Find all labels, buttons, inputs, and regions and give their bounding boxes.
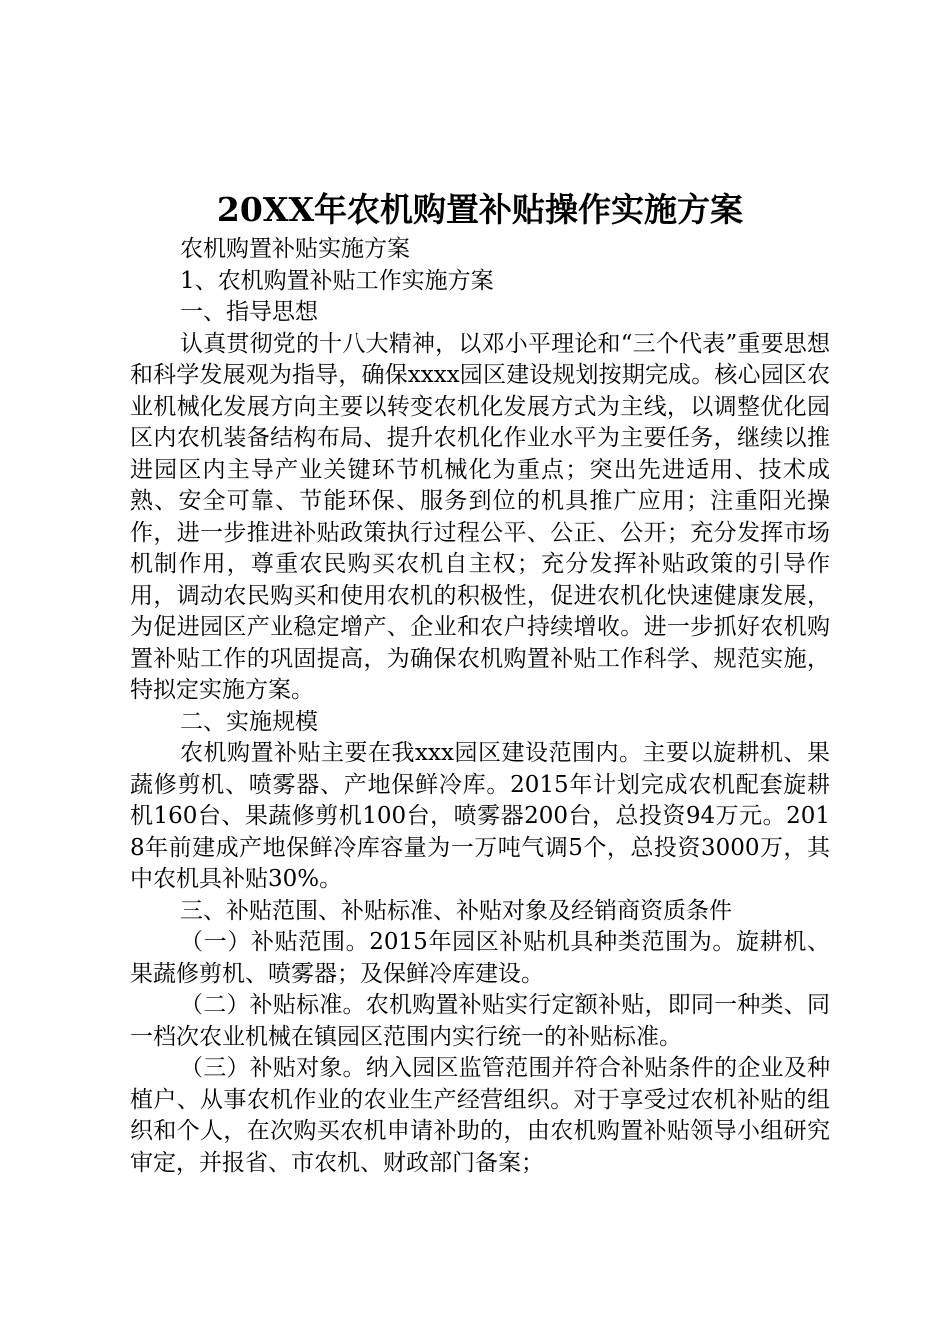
paragraph-subtitle: 农机购置补贴实施方案 xyxy=(180,236,410,262)
paragraph-subsidy-range: （一）补贴范围。2015年园区补贴机具种类范围为。旋耕机、果蔬修剪机、喷雾器；及保鲜冷库建设。 xyxy=(130,929,830,987)
heading-implementation-scale: 二、实施规模 xyxy=(180,708,318,735)
paragraph-section-1: 1、农机购置补贴工作实施方案 xyxy=(180,267,494,294)
document-title: 20XX年农机购置补贴操作实施方案 xyxy=(216,190,744,229)
paragraph-subsidy-target: （三）补贴对象。纳入园区监管范围并符合补贴条件的企业及种植户、从事农机作业的农业生产经营组织。对于享受过农机补贴的组织和个人，在次购买农机申请补助的，由农机购置补贴领导小组研究审定，并报省、市农机、财政部门备案； xyxy=(130,1055,830,1176)
document-page xyxy=(130,188,830,1179)
paragraph-subsidy-standard: （二）补贴标准。农机购置补贴实行定额补贴，即同一种类、同一档次农业机械在镇园区范围内实行统一的补贴标准。 xyxy=(130,992,830,1050)
paragraph-guiding-ideology: 认真贯彻党的十八大精神，以邓小平理论和“三个代表”重要思想和科学发展观为指导，确保xxxx园区建设规划按期完成。核心园区农业机械化发展方向主要以转变农机化发展方式为主线，以调整优化园区内农机装备结构布局、提升农机化作业水平为主要任务，继续以推进园区内主导产业关键环节机械化为重点；突出先进适用、技术成熟、安全可靠、节能环保、服务到位的机具推广应用；注重阳光操作，进一步推进补贴政策执行过程公平、公正、公开；充分发挥市场机制作用，尊重农民购买农机自主权；充分发挥补贴政策的引导作用，调动农民购买和使用农机的积极性，促进农机化快速健康发展，为促进园区产业稳定增产、企业和农户持续增收。进一步抓好农机购置补贴工作的巩固提高，为确保农机购置补贴工作科学、规范实施，特拟定实施方案。 xyxy=(130,330,830,703)
heading-guiding-ideology: 一、指导思想 xyxy=(180,299,318,325)
paragraph-implementation-scale: 农机购置补贴主要在我xxx园区建设范围内。主要以旋耕机、果蔬修剪机、喷雾器、产地保鲜冷库。2015年计划完成农机配套旋耕机160台、果蔬修剪机100台，喷雾器200台，总投资94万元。2018年前建成产地保鲜冷库容量为一万吨气调5个，总投资3000万，其中农机具补贴30%。 xyxy=(130,740,830,892)
heading-subsidy-scope: 三、补贴范围、补贴标准、补贴对象及经销商资质条件 xyxy=(180,897,732,924)
